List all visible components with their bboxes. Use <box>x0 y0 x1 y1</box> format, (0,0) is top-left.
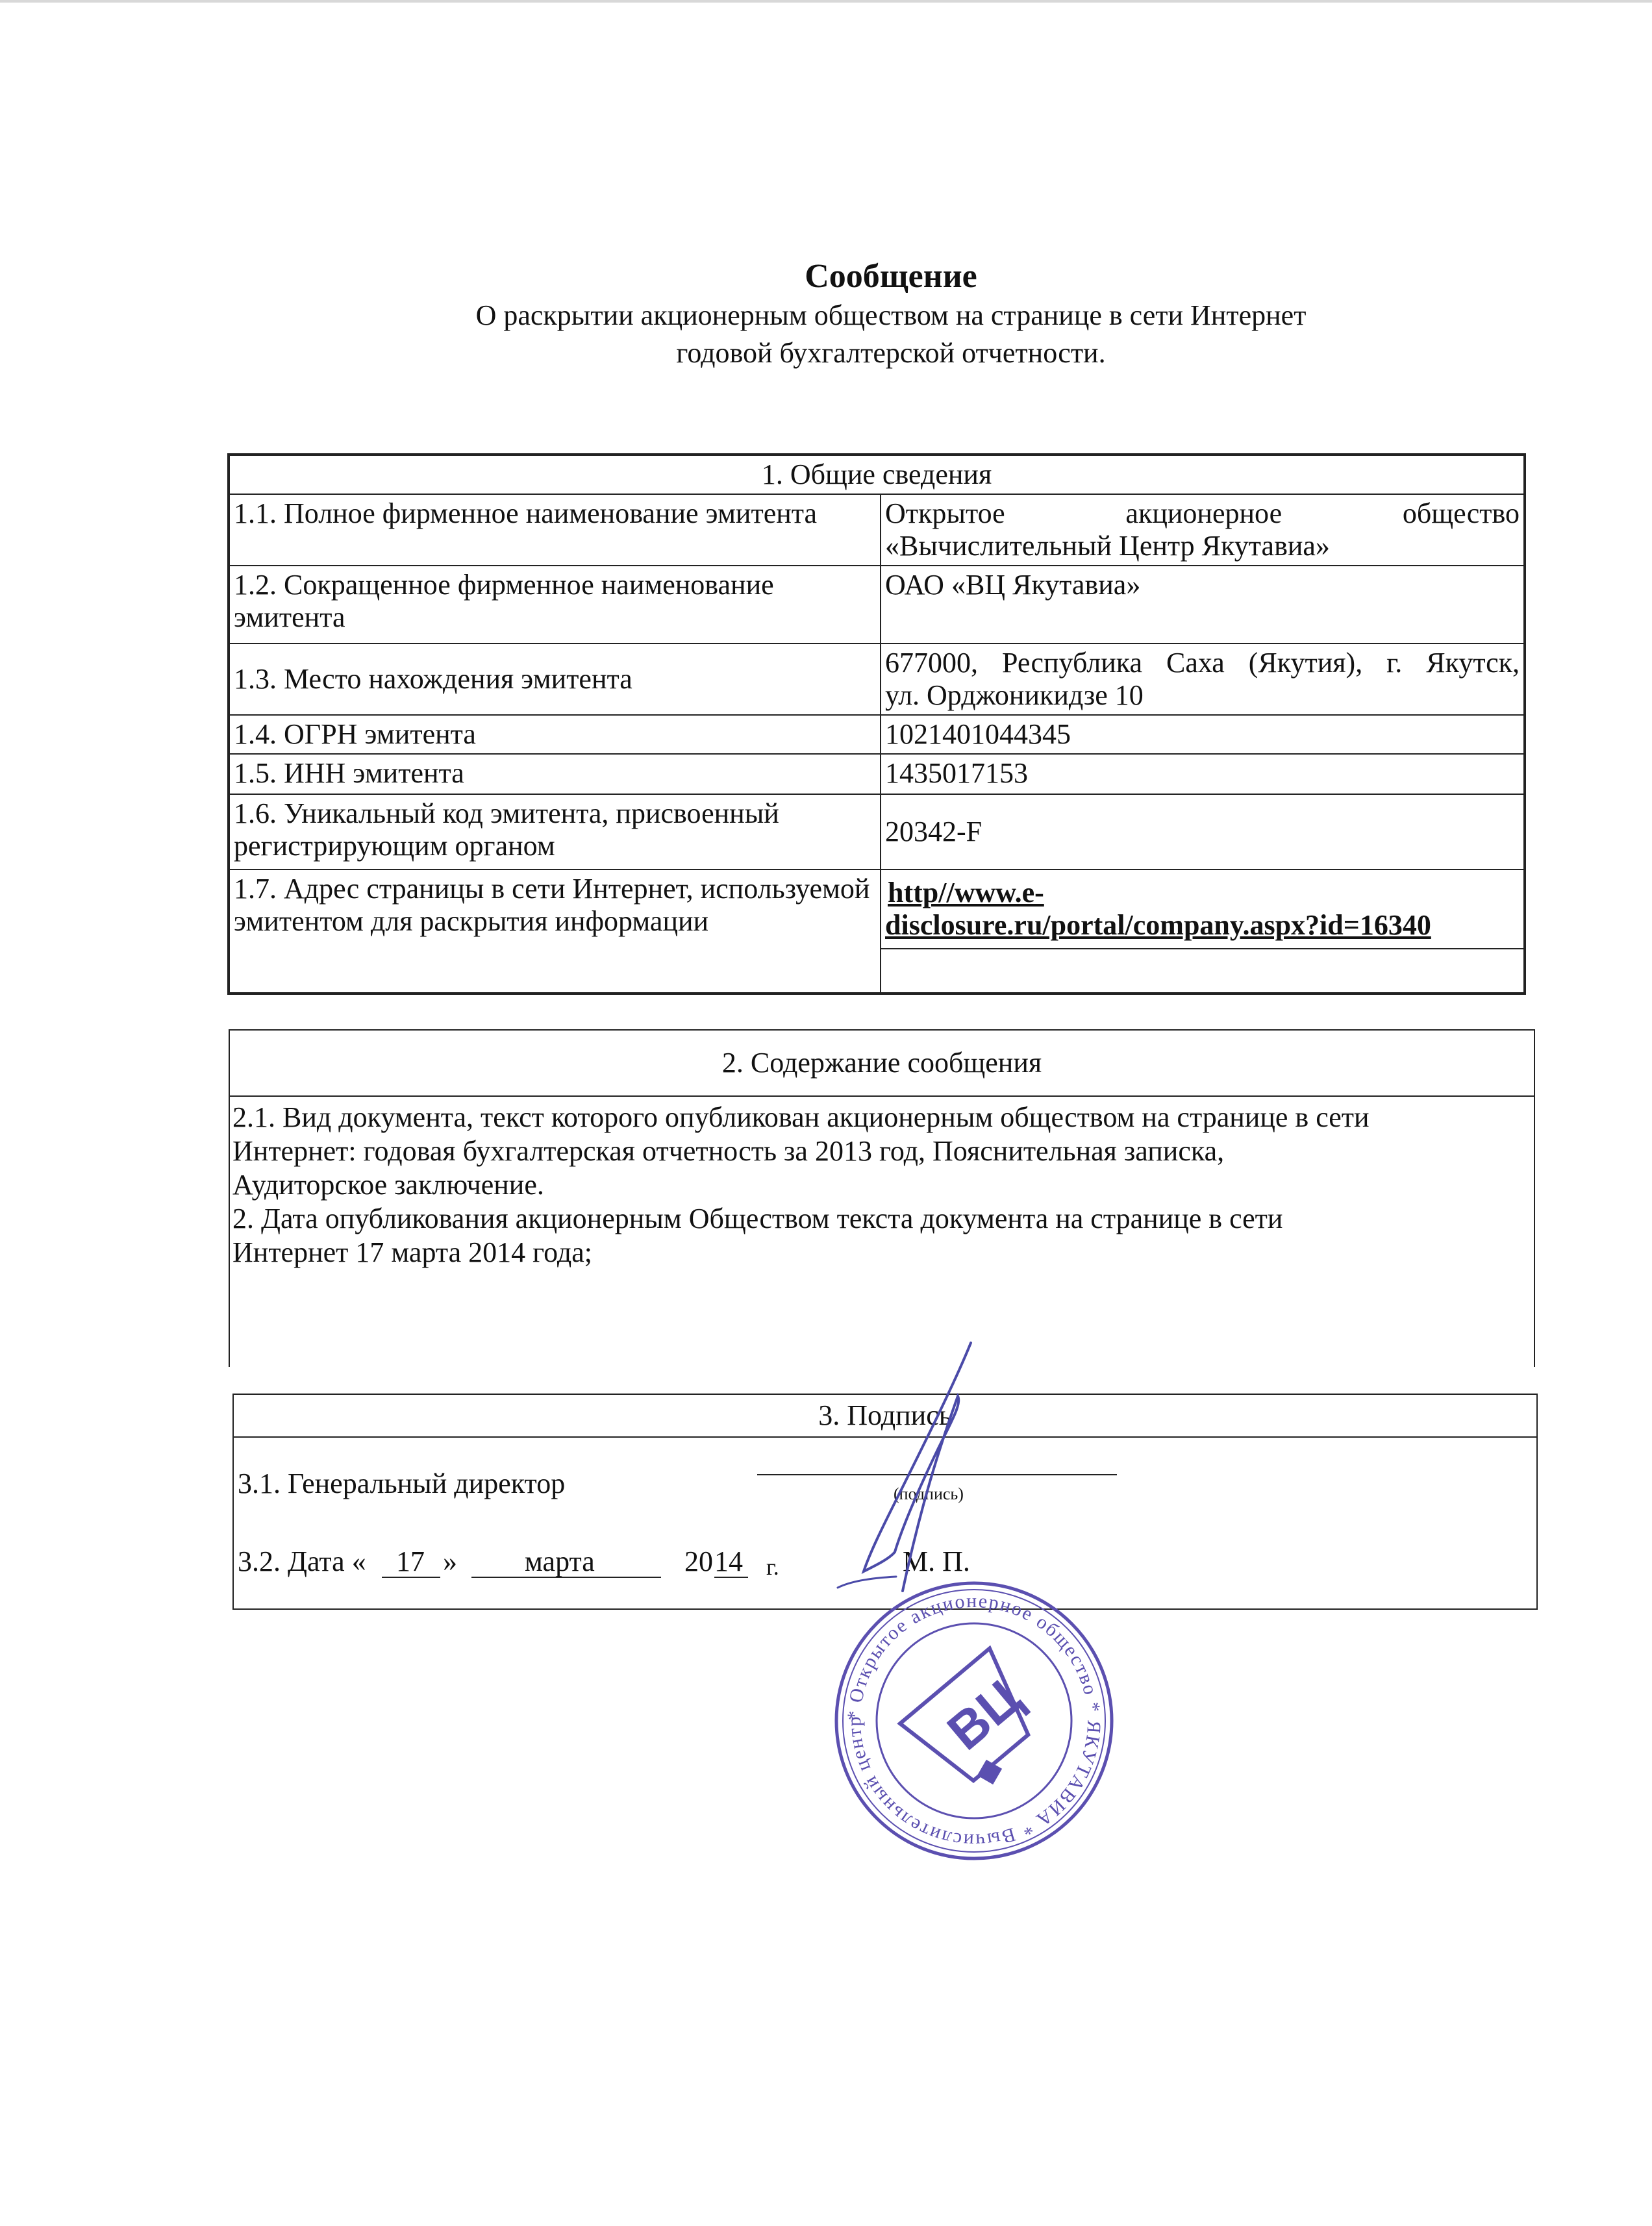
general-info-heading: 1. Общие сведения <box>229 455 1524 494</box>
table-row <box>229 494 1524 566</box>
signature-caption: (подпись) <box>894 1484 964 1503</box>
date-month-underline <box>471 1577 661 1578</box>
message-content-body <box>230 1097 1534 1273</box>
row-label: 1.4. ОГРН эмитента <box>229 715 881 754</box>
row-value: 1021401044345 <box>881 715 1524 754</box>
date-year-underline <box>714 1577 748 1578</box>
stamp-place-mark: М. П. <box>903 1545 970 1577</box>
document-subtitle-line2: годовой бухгалтерской отчетности. <box>676 337 1106 369</box>
date-day: 17 <box>396 1545 425 1577</box>
content-line1: 2.1. Вид документа, текст которого опубликован акционерным обществом на странице в сети <box>232 1101 1370 1133</box>
table-row <box>229 644 1524 715</box>
full-name-line1: Открытое акционерное общество <box>885 497 1520 529</box>
full-name-line2: «Вычислительный Центр Якутавиа» <box>885 530 1330 562</box>
table-row <box>229 794 1524 869</box>
document-subtitle-line1: О раскрытии акционерным обществом на странице в сети Интернет <box>475 299 1307 331</box>
general-info-table <box>227 453 1526 995</box>
date-month: марта <box>525 1545 595 1577</box>
row-value: 20342-F <box>881 794 1524 869</box>
table-row <box>229 754 1524 794</box>
svg-text:ВЦ: ВЦ <box>936 1668 1032 1761</box>
date-g: г. <box>766 1554 779 1580</box>
row-label: 1.5. ИНН эмитента <box>229 754 881 794</box>
message-content-table <box>229 1029 1535 1367</box>
handwritten-signature <box>825 1331 1007 1604</box>
row-label: 1.3. Место нахождения эмитента <box>229 644 881 715</box>
row-label: 1.2. Сокращенное фирменное наименование эмитента <box>229 566 881 644</box>
row-value <box>881 644 1524 715</box>
signature-heading: 3. Подпись <box>234 1395 1536 1438</box>
date-label: 3.2. Дата « <box>238 1545 366 1577</box>
company-seal <box>825 1571 1123 1870</box>
document-header <box>0 256 1652 372</box>
row-value: 1435017153 <box>881 754 1524 794</box>
row-label: 1.6. Уникальный код эмитента, присвоенный регистрирующим органом <box>229 794 881 869</box>
date-day-close: » <box>443 1545 457 1577</box>
table-row <box>229 869 1524 993</box>
address-line1: 677000, Республика Саха (Якутия), г. Якутск, <box>885 647 1520 679</box>
content-line2: Интернет: годовая бухгалтерская отчетность за 2013 год, Пояснительная записка, <box>232 1135 1225 1167</box>
row-value: ОАО «ВЦ Якутавиа» <box>881 566 1524 644</box>
row-value <box>881 869 1524 993</box>
date-year-prefix: 20 <box>684 1545 713 1577</box>
row-value <box>881 494 1524 566</box>
address-line2: ул. Орджоникидзе 10 <box>885 679 1144 711</box>
date-year-suffix: 14 <box>714 1545 743 1577</box>
content-line3: Аудиторское заключение. <box>232 1169 544 1201</box>
content-line4: 2. Дата опубликования акционерным Обществом текста документа на странице в сети <box>232 1203 1283 1234</box>
content-line5: Интернет 17 марта 2014 года; <box>232 1236 592 1268</box>
table-row <box>229 566 1524 644</box>
table-row <box>229 715 1524 754</box>
scan-edge <box>0 0 1652 3</box>
svg-text:* Открытое акционерное обществ: * Открытое акционерное общество * ЯКУТАВИА * Вычислительный центр <box>843 1590 1105 1852</box>
director-label: 3.1. Генеральный директор <box>238 1468 566 1499</box>
row-label: 1.1. Полное фирменное наименование эмитента <box>229 494 881 566</box>
website-link-line2[interactable]: disclosure.ru/portal/company.aspx?id=16340 <box>881 909 1523 949</box>
website-link-line1[interactable]: http//www.e- <box>888 877 1044 908</box>
document-title: Сообщение <box>805 258 977 295</box>
row-label: 1.7. Адрес страницы в сети Интернет, используемой эмитентом для раскрытия информации <box>229 869 881 993</box>
message-content-heading: 2. Содержание сообщения <box>230 1031 1534 1097</box>
date-day-underline <box>382 1577 440 1578</box>
